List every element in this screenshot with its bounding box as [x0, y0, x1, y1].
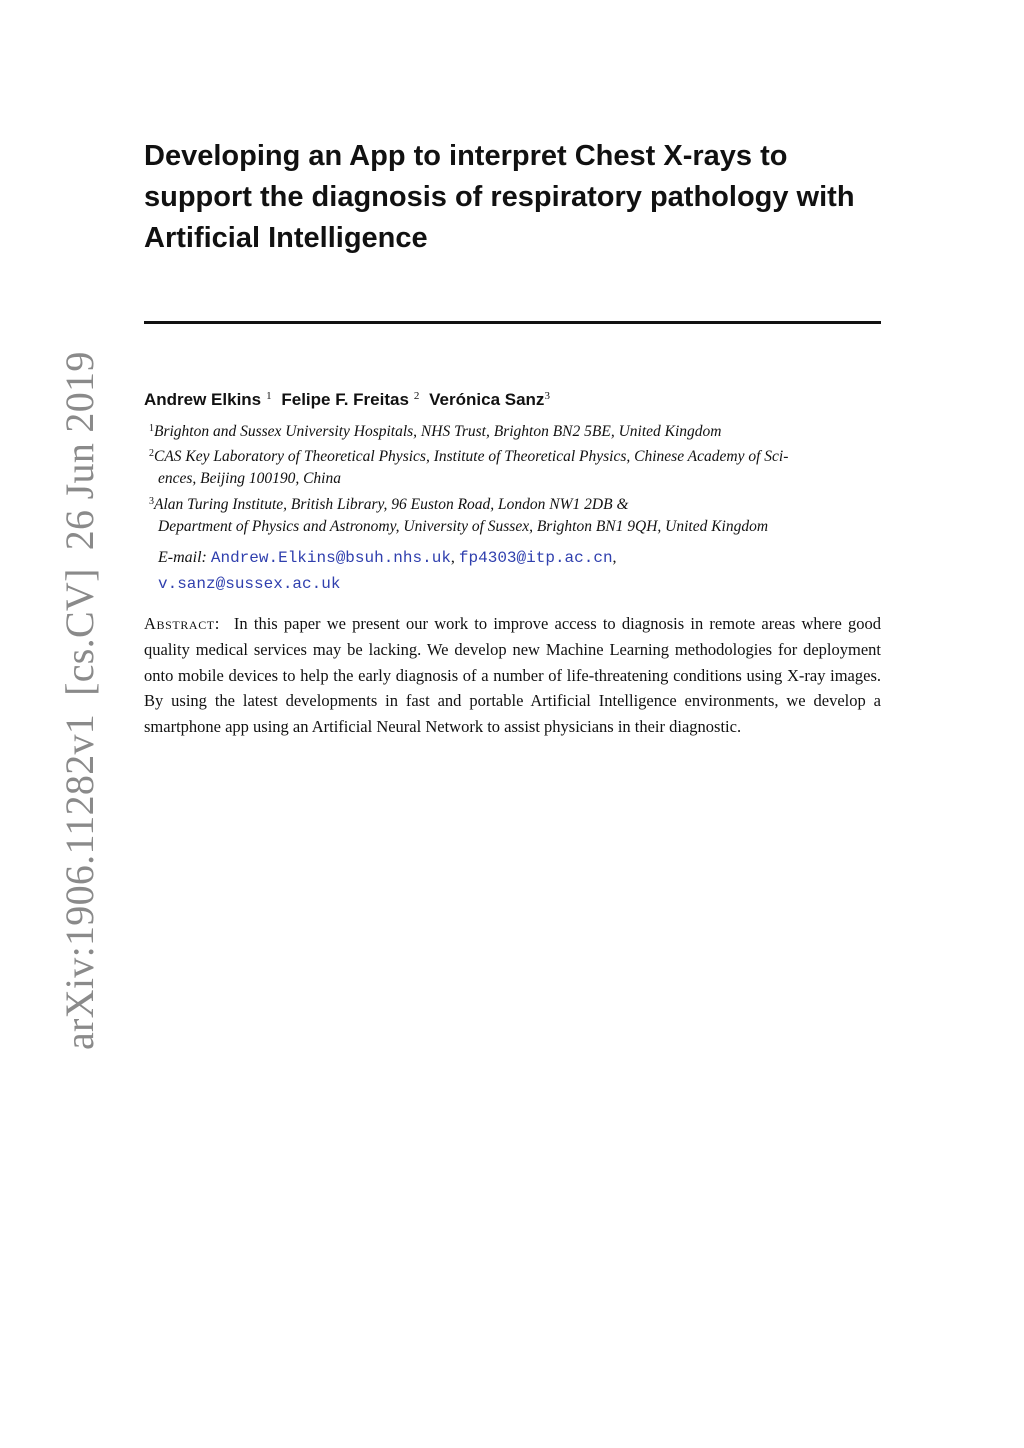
email-link[interactable]: Andrew.Elkins@bsuh.nhs.uk: [210, 549, 451, 567]
author-affil-marker: 2: [413, 390, 420, 402]
arxiv-category: [cs.CV]: [57, 568, 102, 696]
title-divider: [144, 321, 881, 324]
email-separator: ,: [612, 549, 617, 566]
author-name: Andrew Elkins: [144, 390, 262, 409]
abstract: [144, 611, 881, 740]
affiliation-text-continued: ences, Beijing 100190, China: [158, 470, 341, 487]
email-block: [158, 545, 883, 597]
affiliation-1: [149, 421, 881, 443]
affiliation-marker: 1: [149, 423, 154, 434]
abstract-label: Abstract:: [144, 614, 220, 633]
email-label: E-mail:: [158, 549, 207, 566]
author-affil-marker: 3: [544, 390, 550, 402]
abstract-text: In this paper we present our work to improve access to diagnosis in remote areas where good quality medical services may be lacking. We develop new Machine Learning methodologies for deployment onto mobile devices to help the early diagnosis of a number of life-threatening conditions using X-ray images. By using the latest developments in fast and portable Artificial Intelligence environments, we develop a smartphone app using an Artificial Neural Network to assist physicians in their diagnostic.: [144, 614, 881, 737]
affiliation-3: [149, 494, 881, 538]
title-line: Artificial Intelligence: [144, 222, 428, 254]
affiliation-text: Alan Turing Institute, British Library, 96 Euston Road, London NW1 2DB &: [154, 496, 629, 513]
affiliation-text: CAS Key Laboratory of Theoretical Physics, Institute of Theoretical Physics, Chinese Academy of Sci-: [154, 448, 789, 465]
author-affil-marker: 1: [266, 390, 272, 402]
email-link[interactable]: fp4303@itp.ac.cn: [458, 549, 613, 567]
affiliation-text: Brighton and Sussex University Hospitals, NHS Trust, Brighton BN2 5BE, United Kingdom: [154, 423, 722, 440]
affiliation-text-continued: Department of Physics and Astronomy, University of Sussex, Brighton BN1 9QH, United Kingdom: [158, 518, 769, 535]
affiliation-2: [149, 446, 881, 490]
title-line: support the diagnosis of respiratory pathology with: [144, 181, 855, 213]
author-name: Verónica Sanz: [429, 390, 545, 409]
author-name: Felipe F. Freitas: [281, 390, 409, 409]
arxiv-identifier-stamp: [57, 351, 102, 1050]
email-separator: ,: [450, 549, 455, 566]
arxiv-id: arXiv:1906.11282v1: [57, 713, 102, 1050]
arxiv-date: 26 Jun 2019: [57, 351, 102, 551]
author-list: [144, 388, 550, 412]
affiliation-marker: 3: [149, 496, 154, 507]
email-link[interactable]: v.sanz@sussex.ac.uk: [158, 575, 341, 593]
title-line: Developing an App to interpret Chest X-rays to: [144, 140, 788, 172]
affiliation-marker: 2: [149, 448, 154, 459]
paper-title: [144, 136, 904, 259]
